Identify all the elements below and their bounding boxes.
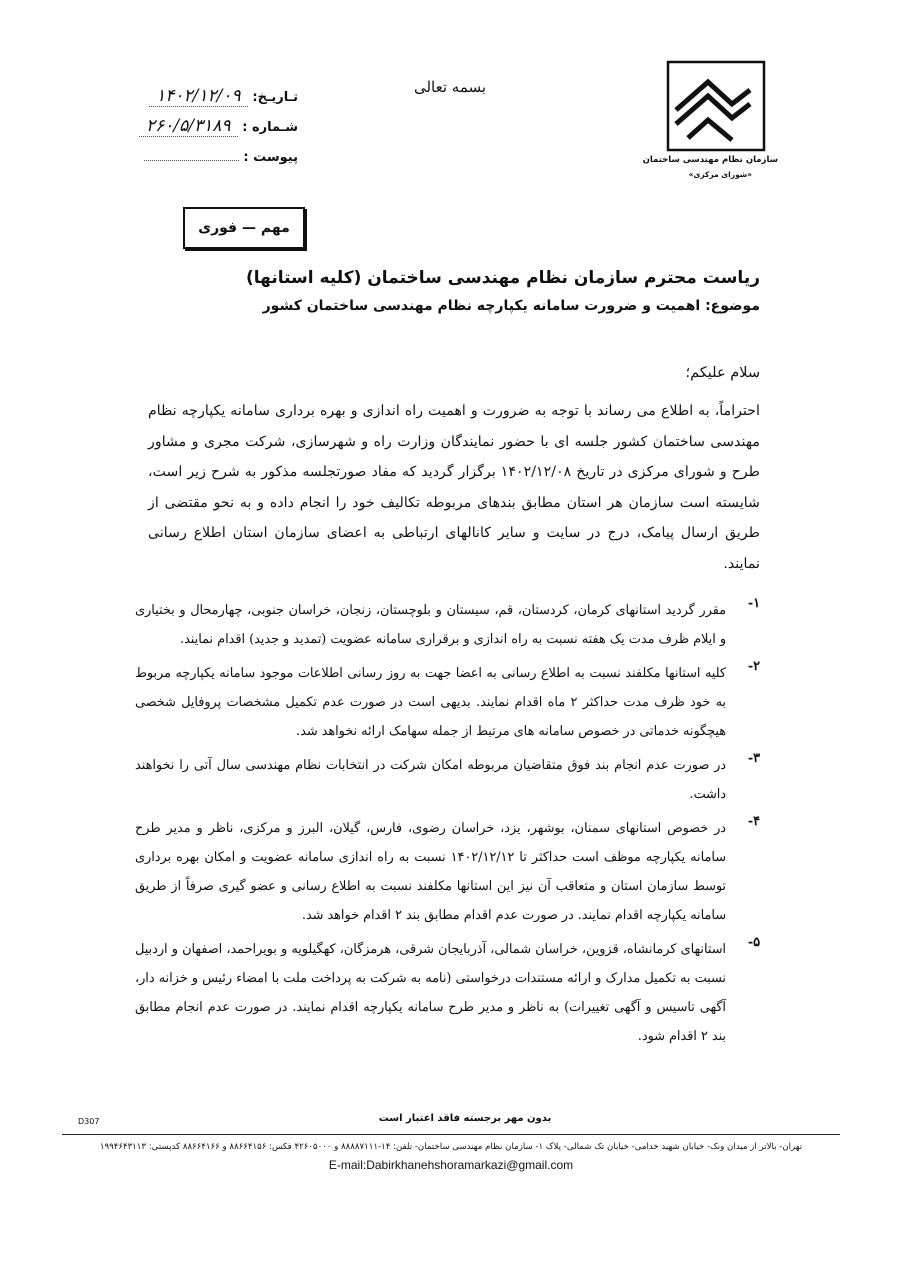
item-number: ۱- [747, 596, 760, 611]
item-text: در صورت عدم انجام بند فوق متقاضیان مربوطه امکان شرکت در انتخابات نظام مهندسی سال آتی را نخواهند داشت. [135, 758, 726, 802]
footer-address: تهران- بالاتر از میدان ونک- خیابان شهید خدامی- خیابان تک شمالی- پلاک ۱- سازمان نظام مهندسی ساختمان- تلفن: ۱۴-۸۸۸۸۷۱۱۱ و ۴۲۶۰۵۰۰۰ فکس: ۸۸۶۶۴۱۵۶ و ۸۸۶۶۴۱۶۶ کدپستی: ۱۹۹۴۶۴۳۱۱۳ [99, 1142, 803, 1152]
list-item [135, 935, 760, 1051]
items-list [135, 596, 760, 1056]
footer-email: E-mail:Dabirkhanehshoramarkazi@gmail.com [328, 1158, 574, 1172]
item-text: کلیه استانها مکلفند نسبت به اطلاع رسانی به اعضا جهت به روز رسانی اطلاعات موجود سامانه یکپارچه مربوط به خود ظرف مدت حداکثر ۲ ماه اقدام نمایند. بدیهی است در صورت عدم تکمیل مشخصات پروفایل شخصی هیچگونه خدماتی در خصوص سامانه های مرتبط از جمله سهامک ارائه نخواهد شد. [135, 666, 726, 739]
footer-divider [62, 1134, 840, 1135]
item-text: در خصوص استانهای سمنان، بوشهر، یزد، خراسان رضوی، فارس، گیلان، البرز و مرکزی، ناظر و مدیر طرح سامانه یکپارچه موظف است حداکثر تا ۱۴۰۲/۱۲/۱۲ نسبت به راه اندازی سامانه عضویت و امکان بهره برداری توسط سازمان استان و متعاقب آن نیز این استانها مکلفند نسبت به اطلاع رسانی و عضو گیری صرفاً از طریق سامانه یکپارچه اقدام نمایند. در صورت عدم اقدام مطابق بند ۲ اقدام خواهد شد. [135, 821, 726, 923]
organization-logo [642, 60, 778, 190]
attachment-blank [144, 160, 239, 161]
list-item [135, 659, 760, 746]
date-label: تـاریـخ: [252, 90, 298, 105]
logo-org-name: سازمان نظام مهندسی ساختمان [642, 155, 778, 165]
item-number: ۲- [747, 659, 760, 674]
footer-validity-note: بدون مهر برجسته فاقد اعتبار است [378, 1113, 552, 1124]
date-field [149, 86, 298, 107]
number-field [139, 116, 298, 137]
document-code: D307 [78, 1117, 100, 1126]
logo-org-subname: «شورای مرکزی» [688, 170, 752, 179]
item-number: ۵- [747, 935, 760, 950]
list-item [135, 751, 760, 809]
intro-paragraph: احتراماً، به اطلاع می رساند با توجه به ضرورت و اهمیت راه اندازی و بهره برداری سامانه یکپارچه نظام مهندسی ساختمان کشور جلسه ای با حضور نمایندگان وزارت راه و شهرسازی، شرکت مجری و مشاور طرح و شورای مرکزی در تاریخ ۱۴۰۲/۱۲/۰۸ برگزار گردید که مفاد صورتجلسه مذکور به شرح زیر است، شایسته است سازمان هر استان مطابق بندهای مربوطه تکالیف خود را انجام داده و به نحو مقتضی از طریق ارسال پیامک، درج در سایت و سایر کانالهای ارتباطی به اعضای سازمان استان اطلاع رسانی نمایند. [148, 403, 760, 572]
item-number: ۴- [747, 814, 760, 829]
building-engineering-logo-icon [666, 60, 766, 152]
date-value: ۱۴۰۲/۱۲/۰۹ [149, 86, 248, 107]
attachment-field [144, 150, 298, 165]
item-number: ۳- [747, 751, 760, 766]
list-item [135, 814, 760, 930]
bismillah-heading: بسمه تعالی [413, 78, 487, 96]
urgency-box: مهم — فوری [183, 207, 305, 249]
addressee: ریاست محترم سازمان نظام مهندسی ساختمان (کلیه استانها) [245, 268, 760, 288]
item-text: مقرر گردید استانهای کرمان، کردستان، قم، سیستان و بلوچستان، زنجان، خراسان جنوبی، چهارمحال و بختیاری و ایلام ظرف مدت یک هفته نسبت به راه اندازی و برقراری سامانه عضویت (تمدید و جدید) اقدام نمایند. [135, 603, 726, 647]
number-label: شـماره : [242, 120, 298, 135]
item-text: استانهای کرمانشاه، قزوین، خراسان شمالی، آذربایجان شرقی، هرمزگان، کهگیلویه و بویراحمد، اصفهان و اردبیل نسبت به تکمیل مدارک و ارائه مستندات درخواستی (نامه به شرکت به پرداخت ملت با امضاء رئیس و خزانه دار، آگهی تاسیس و آگهی تغییرات) به ناظر و مدیر طرح سامانه یکپارچه اقدام نمایند. در صورت عدم انجام مطابق بند ۲ اقدام شود. [135, 942, 726, 1044]
subject-line: موضوع: اهمیت و ضرورت سامانه یکپارچه نظام مهندسی ساختمان کشور [262, 298, 760, 314]
number-value: ۲۶۰/۵/۳۱۸۹ [139, 116, 238, 137]
greeting: سلام علیکم؛ [685, 365, 760, 381]
attachment-label: پیوست : [243, 150, 298, 165]
list-item [135, 596, 760, 654]
